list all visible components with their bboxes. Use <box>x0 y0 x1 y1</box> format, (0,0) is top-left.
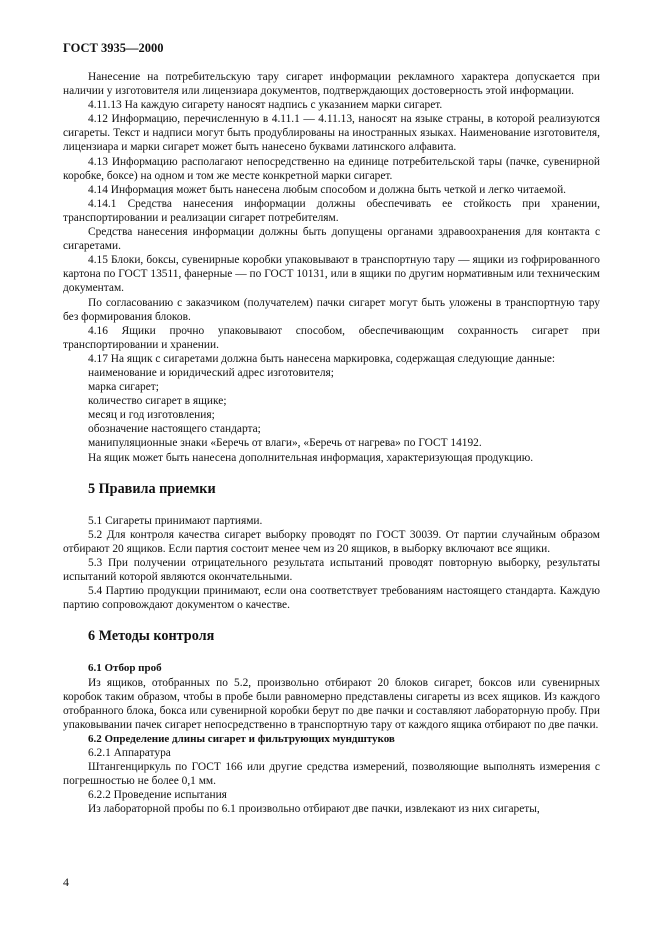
paragraph: Нанесение на потребительскую тару сигарет информации рекламного характера допускается при наличии у изготовителя или лицензиара документов, подтверждающих достоверность этой информации. <box>63 71 600 98</box>
paragraph: 4.12 Информацию, перечисленную в 4.11.1 — 4.11.13, наносят на языке страны, в которой реализуются сигареты. Текст и надписи могут быть продублированы на иностранных языках. Наименование изготовителя, лицензиара и марки сигарет может быть нанесено буквами латинского алфавита. <box>63 113 600 154</box>
list-item: количество сигарет в ящике; <box>88 395 227 408</box>
list-item: обозначение настоящего стандарта; <box>88 423 261 436</box>
list-item: марка сигарет; <box>88 381 159 394</box>
paragraph: 5.2 Для контроля качества сигарет выборку проводят по ГОСТ 30039. От партии случайным образом отбирают 20 ящиков. Если партия состоит менее чем из 20 ящиков, в выборку включают все ящики. <box>63 528 600 555</box>
paragraph: 4.16 Ящики прочно упаковывают способом, обеспечивающим сохранность сигарет при транспортировании и хранении. <box>63 324 600 351</box>
document-body <box>63 70 600 817</box>
paragraph: 5.4 Партию продукции принимают, если она соответствует требованиям настоящего стандарта. Каждую партию сопровождают документом о качестве. <box>63 585 600 612</box>
paragraph: 5.1 Сигареты принимают партиями. <box>88 514 263 527</box>
paragraph: Средства нанесения информации должны быть допущены органами здравоохранения для контакта с сигаретами. <box>63 226 600 253</box>
paragraph: По согласованию с заказчиком (получателем) пачки сигарет могут быть уложены в транспортную тару без формирования блоков. <box>63 296 600 323</box>
list-item: месяц и год изготовления; <box>88 409 215 422</box>
paragraph: 4.14.1 Средства нанесения информации должны обеспечивать ее стойкость при хранении, транспортировании и реализации сигарет потребителям. <box>63 197 600 224</box>
subsection-title: 6.1 Отбор проб <box>88 662 162 675</box>
subsection-title: 6.2 Определение длины сигарет и фильтрующих мундштуков <box>88 732 395 745</box>
paragraph: 6.2.2 Проведение испытания <box>88 789 227 802</box>
paragraph: На ящик может быть нанесена дополнительная информация, характеризующая продукцию. <box>88 451 534 464</box>
page-number: 4 <box>63 875 69 889</box>
paragraph: 6.2.1 Аппаратура <box>88 747 171 760</box>
paragraph: 4.14 Информация может быть нанесена любым способом и должна быть четкой и легко читаемой. <box>88 183 567 196</box>
paragraph: 5.3 При получении отрицательного результата испытаний проводят повторную выборку, результаты испытаний которой являются окончательными. <box>63 557 600 584</box>
paragraph: Из лабораторной пробы по 6.1 произвольно отбирают две пачки, извлекают из них сигареты, <box>88 803 540 816</box>
paragraph: 4.11.13 На каждую сигарету наносят надпись с указанием марки сигарет. <box>88 99 443 112</box>
paragraph: 4.13 Информацию располагают непосредственно на единице потребительской тары (пачке, сувенирной коробке, боксе) на одном и том же месте конкретной марки сигарет. <box>63 155 600 182</box>
section-title: 5 Правила приемки <box>88 480 216 497</box>
paragraph: Из ящиков, отобранных по 5.2, произвольно отбирают 20 блоков сигарет, боксов или сувенирных коробок таким образом, чтобы в пробе были равномерно представлены сигареты из всех ящиков. Из каждого отобранного блока, бокса или сувенирной коробки берут по две пачки и составляют лабораторную пробу. При упаковывании пачек сигарет непосредственно в транспортную тару от каждого ящика отбирают по две пачки. <box>63 676 600 731</box>
paragraph: 4.17 На ящик с сигаретами должна быть нанесена маркировка, содержащая следующие данные: <box>88 352 555 365</box>
list-item: манипуляционные знаки «Беречь от влаги», «Беречь от нагрева» по ГОСТ 14192. <box>88 437 482 450</box>
paragraph: 4.15 Блоки, боксы, сувенирные коробки упаковывают в транспортную тару — ящики из гофрированного картона по ГОСТ 13511, фанерные — по ГОСТ 10131, или в ящики по другим нормативным или техническим документам. <box>63 254 600 295</box>
document-header: ГОСТ 3935—2000 <box>63 41 164 55</box>
paragraph: Штангенциркуль по ГОСТ 166 или другие средства измерений, позволяющие выполнять измерения с погрешностью не более 0,1 мм. <box>63 761 600 788</box>
section-title: 6 Методы контроля <box>88 628 215 645</box>
list-item: наименование и юридический адрес изготовителя; <box>88 366 334 379</box>
